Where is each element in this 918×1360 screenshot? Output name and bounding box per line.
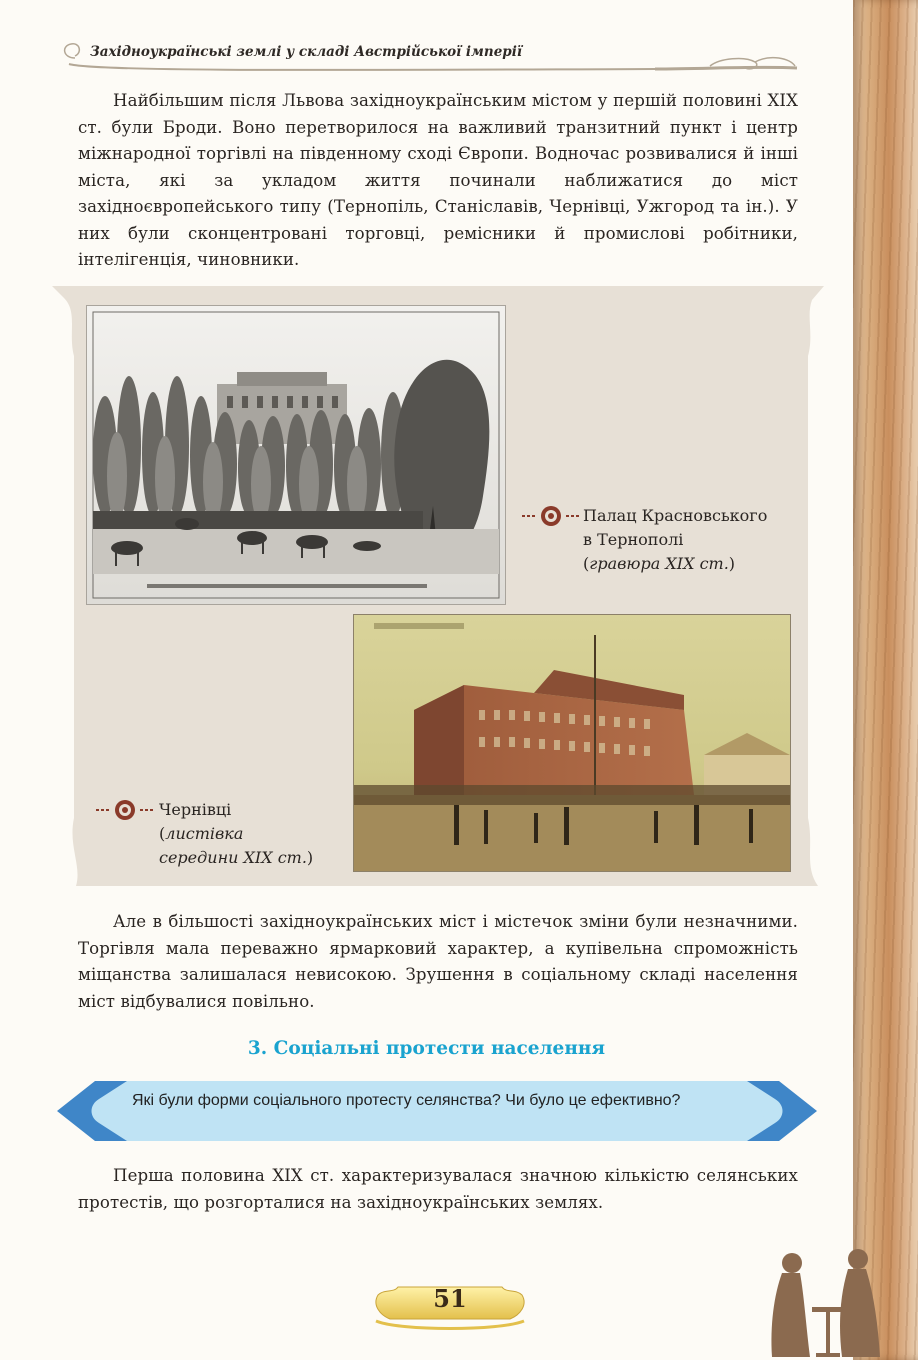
caption-italic: середини XIX ст. — [159, 848, 307, 867]
caption-line — [159, 822, 359, 846]
rosette-ornament-icon — [522, 504, 580, 528]
caption-line: Чернівці — [159, 800, 232, 819]
two-ladies-at-table-silhouette-icon — [760, 1245, 890, 1360]
caption-paren: ) — [306, 848, 314, 867]
krasnovsky-palace-engraving — [86, 305, 506, 605]
chernivtsi-postcard — [353, 614, 791, 872]
paragraph-small-towns: Але в більшості західноукраїнських міст і містечок зміни були незначними. Торгівля мала переважно ярмарковий характер, а купівельна спроможність міщанства залишалася невисокою. Зрушення в соціальному складі населення міст відбувалися повільно. — [78, 912, 798, 1011]
caption-italic: листівка — [165, 824, 244, 843]
caption-line — [159, 846, 359, 870]
page-number: 51 — [433, 1284, 467, 1313]
running-header — [55, 36, 800, 80]
wood-edge-decoration — [853, 0, 918, 1360]
caption-italic: гравюра XIX ст. — [589, 554, 729, 573]
caption-line: Палац Красновського — [583, 506, 768, 525]
caption-line — [583, 552, 803, 576]
section-heading: 3. Соціальні протести населення — [247, 1038, 606, 1059]
caption-chernivtsi — [159, 798, 359, 870]
caption-paren: ) — [728, 554, 736, 573]
running-header-title: Західноукраїнські землі у складі Австрійської імперії — [90, 44, 522, 60]
paragraph-cities: Найбільшим після Львова західноукраїнським містом у першій половині XIX ст. були Броди. Воно перетворилося на важливий транзитний пункт і центр міжнародної торгівлі на південному сході Європи. Водночас розвивалися й інші міста, які за укладом життя починали наближатися до міст західноєвропейського типу (Тернопіль, Станіславів, Чернівці, Ужгород та ін.). У них були сконцентровані торговці, ремісники й промислові робітники, інтелігенція, чиновники. — [78, 91, 798, 269]
postcard-image — [354, 615, 790, 871]
caption-paren: ( — [159, 824, 166, 843]
caption-krasnovsky-palace — [583, 504, 803, 576]
engraving-image — [87, 306, 505, 604]
rosette-ornament-icon — [96, 798, 154, 822]
question-text: Які були форми соціального протесту селянства? Чи було це ефективно? — [132, 1092, 681, 1109]
caption-line: в Тернополі — [583, 530, 684, 549]
paragraph-peasant-protests: Перша половина XIX ст. характеризувалася значною кількістю селянських протестів, що розгорталися на західноукраїнських землях. — [78, 1166, 798, 1212]
question-banner — [55, 1079, 819, 1143]
caption-paren: ( — [583, 554, 590, 573]
